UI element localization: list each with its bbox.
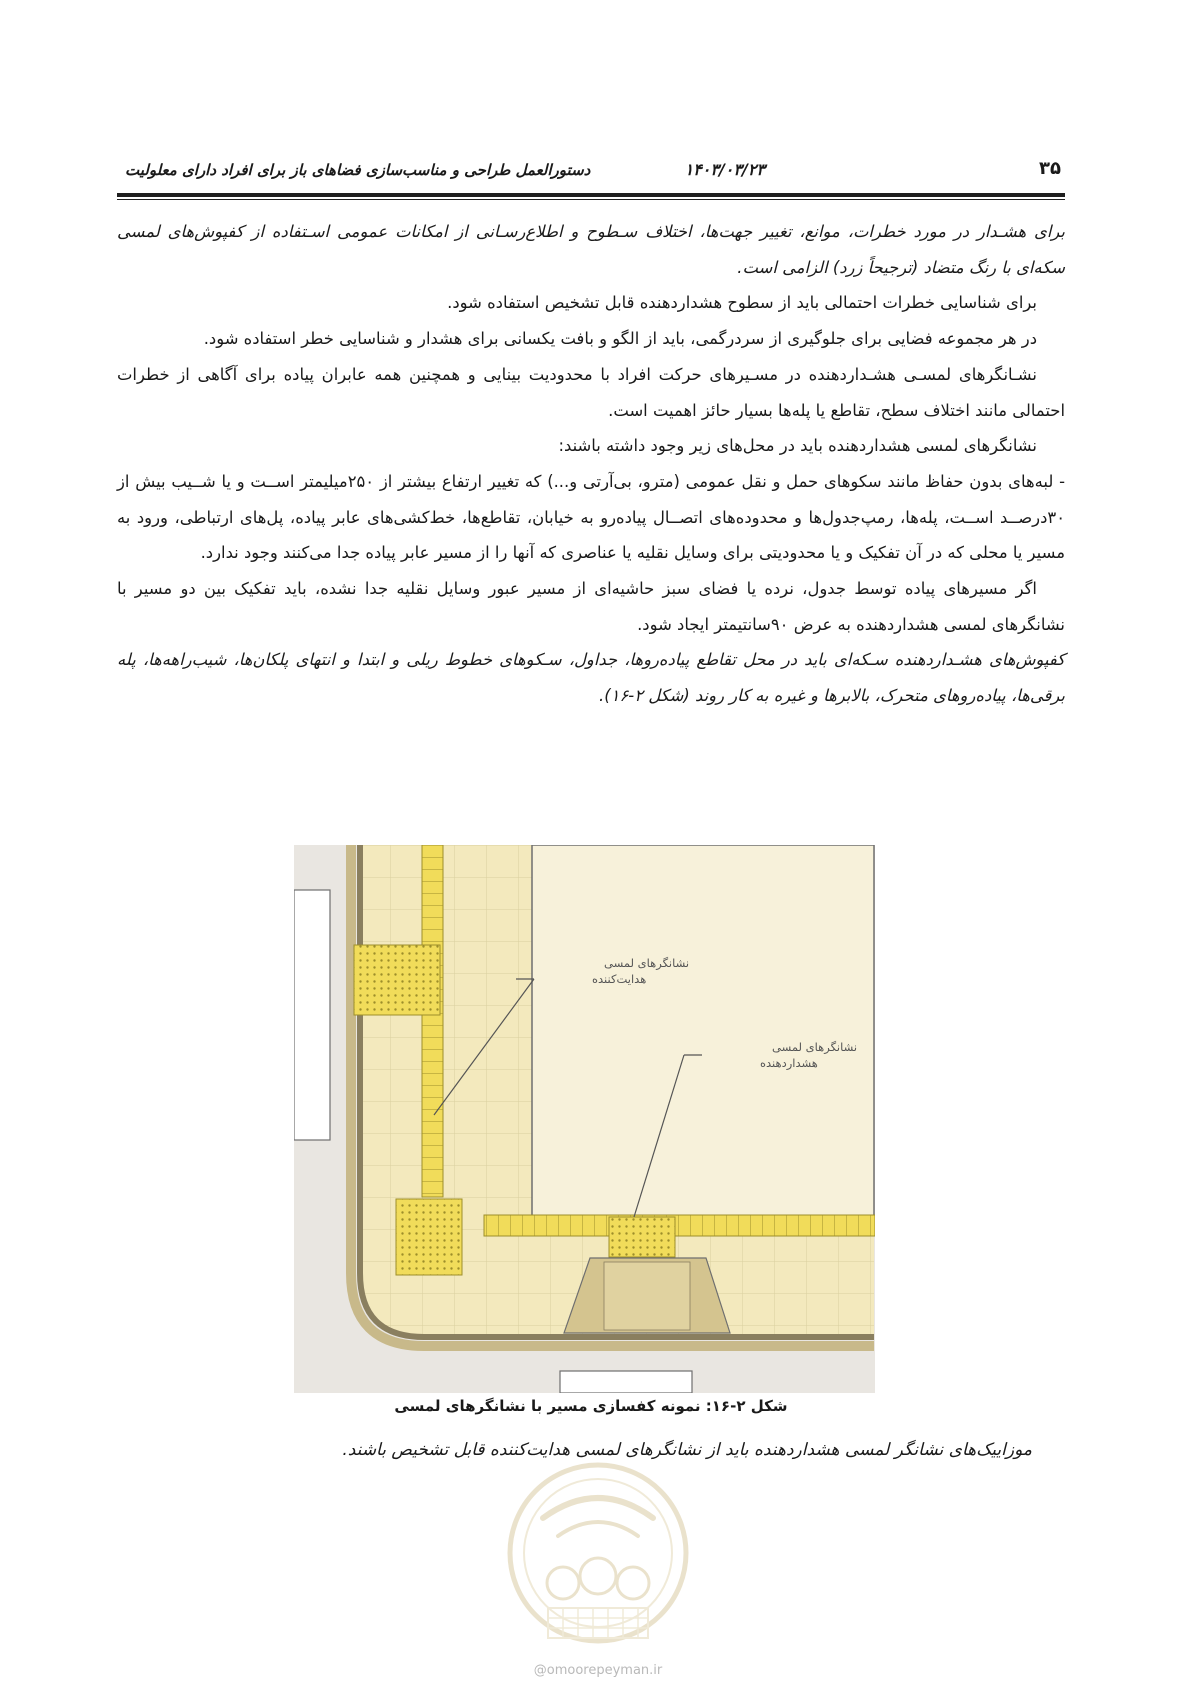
paragraph: نشانگرهای لمسی هشداردهنده باید در محل‌های زیر وجود داشته باشند: [558, 436, 1037, 456]
footnote-text: موزاییک‌های نشانگر لمسی هشداردهنده باید از نشانگرهای لمسی هدایت‌کننده قابل تشخیص باشند. [342, 1440, 1032, 1460]
warning-patch-top [354, 945, 440, 1015]
label-warning-line1: نشانگرهای لمسی [772, 1040, 858, 1054]
paragraph: - لبه‌های بدون حفاظ مانند سکوهای حمل و نقل عمومی (مترو، بی‌آرتی و...) که تغییر ارتفاع بیشتر از ۲۵۰میلیمتر اســت و یا شــیب بیش از ۳۰درصــد اســت، پله‌ها، رمپ‌جدول‌ها و محدوده‌های اتصــال پیاده‌رو به خیابان، تقاطع‌ها، خط‌کشی‌های عابر پیاده، پل‌های ارتباطی، ورود به مسیر یا محلی که در آن تفکیک و یا محدودیتی برای وسایل نقلیه یا عناصری که آنها را از مسیر عابر پیاده جدا می‌کنند وجود ندارد. [117, 471, 1065, 563]
paragraph: کفپوش‌های هشـداردهنده سـکه‌ای باید در محل تقاطع پیاده‌روها، جداول، سـکوهای خطوط ریلی و ابتدا و انتهای پلکان‌ها، شیب‌راهه‌ها، پله برقی‌ها، پیاده‌روهای متحرک، بالابرها و غیره به کار روند (شکل ۲-۱۶). [117, 650, 1065, 706]
guiding-strip-vertical [422, 845, 443, 1197]
label-guiding-line2: هدایت‌کننده [592, 972, 647, 986]
paragraph: اگر مسیرهای پیاده توسط جدول، نرده یا فضای سبز حاشیه‌ای از مسیر عبور وسایل نقلیه جدا نشده، باید تفکیک بین دو مسیر با نشانگرهای لمسی هشداردهنده به عرض ۹۰سانتیمتر ایجاد شود. [117, 579, 1065, 634]
paragraph: برای هشـدار در مورد خطرات، موانع، تغییر جهت‌ها، اختلاف سـطوح و اطلاع‌رسـانی از امکانات عمومی اسـتفاده از کفپوش‌های لمسی سکه‌ای با رنگ متضاد (ترجیحاً زرد) الزامی است. [117, 222, 1065, 277]
page-number: ۳۵ [1039, 158, 1061, 179]
watermark-seal-icon [503, 1458, 693, 1668]
watermark-logo [503, 1458, 693, 1668]
tactile-paving-figure [294, 845, 875, 1393]
figure-caption: شکل ۲-۱۶: نمونه کفسازی مسیر با نشانگرهای لمسی [394, 1397, 788, 1415]
paragraph: نشـانگرهای لمسـی هشـداردهنده در مسـیرهای حرکت افراد با محدودیت بینایی و همچنین همه عابران پیاده برای آگاهی از خطرات احتمالی مانند اختلاف سطح، تقاطع یا پله‌ها بسیار حائز اهمیت است. [117, 364, 1065, 420]
header-title: دستورالعمل طراحی و مناسب‌سازی فضاهای باز برای افراد دارای معلولیت [125, 161, 591, 179]
figure-drawing [294, 845, 875, 1393]
watermark-url: @omoorepeyman.ir [533, 1663, 663, 1678]
building-outline [294, 890, 330, 1140]
guiding-strip-horizontal [484, 1215, 875, 1236]
header-rule [117, 193, 1065, 197]
warning-patch-ramp [609, 1217, 675, 1257]
street-element [560, 1371, 692, 1393]
ramp-surface [604, 1262, 690, 1330]
header-rule-thin [117, 199, 1065, 200]
plaza-block [532, 845, 874, 1227]
paragraph: برای شناسایی خطرات احتمالی باید از سطوح هشداردهنده قابل تشخیص استفاده شود. [447, 293, 1037, 313]
label-guiding-line1: نشانگرهای لمسی [604, 956, 690, 970]
warning-patch-corner [396, 1199, 462, 1275]
page-header [117, 156, 1065, 190]
label-warning-line2: هشداردهنده [760, 1056, 818, 1070]
body-text [117, 214, 1065, 714]
paragraph: در هر مجموعه فضایی برای جلوگیری از سردرگمی، باید از الگو و بافت یکسانی برای هشدار و شناسایی خطر استفاده شود. [203, 329, 1037, 349]
header-date: ۱۴۰۳/۰۳/۲۳ [684, 160, 765, 179]
